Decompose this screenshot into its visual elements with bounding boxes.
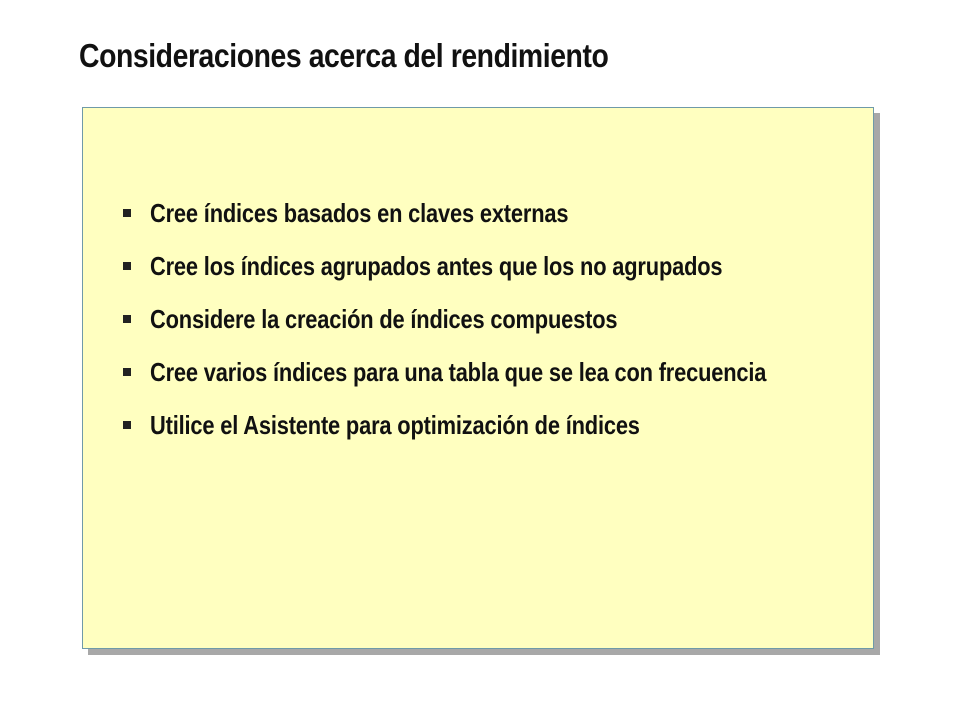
bullet-text: Cree índices basados en claves externas [150,198,569,228]
bullet-list [123,198,853,463]
bullet-item [123,198,853,228]
bullet-item [123,304,853,334]
bullet-text: Cree los índices agrupados antes que los no agrupados [150,251,723,281]
bullet-item [123,410,853,440]
square-bullet-icon [123,368,131,376]
square-bullet-icon [123,209,131,217]
square-bullet-icon [123,315,131,323]
square-bullet-icon [123,421,131,429]
square-bullet-icon [123,262,131,270]
slide-title: Consideraciones acerca del rendimiento [79,37,609,74]
bullet-text: Considere la creación de índices compuestos [150,304,618,334]
bullet-item [123,357,853,387]
content-box [82,107,874,649]
bullet-item [123,251,853,281]
bullet-text: Utilice el Asistente para optimización de índices [150,410,640,440]
bullet-text: Cree varios índices para una tabla que se lea con frecuencia [150,357,767,387]
